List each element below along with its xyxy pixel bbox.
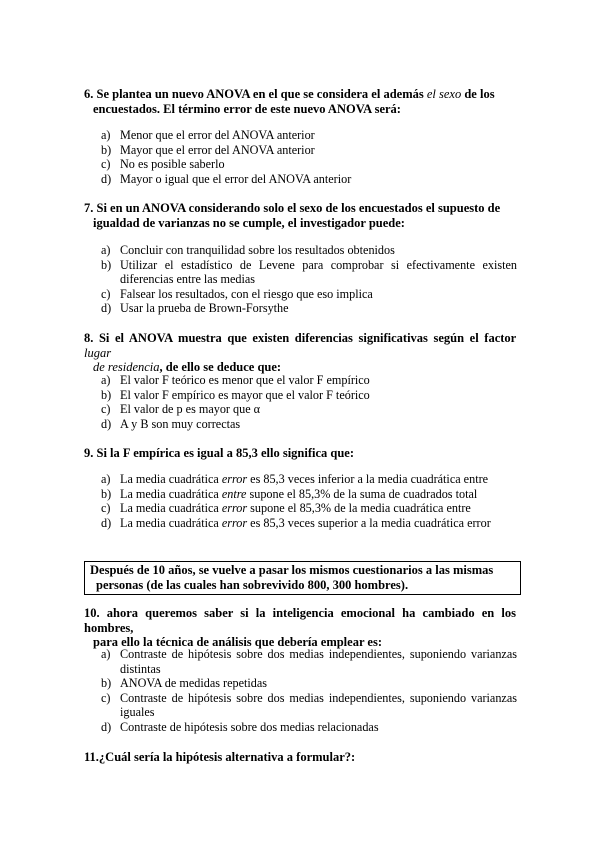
q8-line1: 8. Si el ANOVA muestra que existen diferencias significativas según el factor — [84, 331, 516, 345]
q9-line1: 9. Si la F empírica es igual a 85,3 ello significa que: — [84, 446, 355, 460]
q10-option-c: c) Contraste de hipótesis sobre dos medias independientes, suponiendo varianzas iguales — [101, 690, 517, 720]
q6-line1-end: de los — [464, 87, 495, 101]
q8-option-a: a) El valor F teórico es menor que el valor F empírico — [101, 373, 370, 387]
question-11 — [84, 750, 516, 765]
q7-option-a: a) Concluir con tranquilidad sobre los resultados obtenidos — [101, 243, 395, 257]
q11-line1: 11.¿Cuál sería la hipótesis alternativa a formular?: — [84, 750, 356, 764]
q6-line2: encuestados. El término error de este nuevo ANOVA será: — [93, 101, 401, 116]
box-line1: Después de 10 años, se vuelve a pasar los mismos cuestionarios a las mismas — [90, 563, 494, 577]
q8-option-d: d) A y B son muy correctas — [101, 416, 241, 431]
q6-line1: 6. Se plantea un nuevo ANOVA en el que se considera el además — [84, 87, 424, 101]
question-8 — [84, 331, 516, 375]
q7-line1: 7. Si en un ANOVA considerando solo el sexo de los encuestados el supuesto de — [84, 201, 501, 215]
q9-option-a: a) La media cuadrática error es 85,3 veces inferior a la media cuadrática entre — [101, 472, 489, 486]
q9-options — [101, 472, 517, 530]
question-6 — [84, 87, 516, 116]
q10-option-a: a) Contraste de hipótesis sobre dos medias independientes, suponiendo varianzas distintas — [101, 647, 517, 676]
q7-options — [101, 243, 517, 316]
question-7 — [84, 201, 516, 230]
box-line2: personas (de las cuales han sobrevivido 800, 300 hombres). — [96, 577, 409, 592]
q7-option-c: c) Falsear los resultados, con el riesgo que eso implica — [101, 286, 373, 301]
q8-italic-1: lugar — [84, 345, 112, 360]
q6-options — [101, 128, 517, 186]
q9-option-b: b) La media cuadrática entre supone el 85,3% de la suma de cuadrados total — [101, 486, 478, 501]
q9-option-d: d) La media cuadrática error es 85,3 veces superior a la media cuadrática error — [101, 515, 491, 530]
q7-option-b: b) Utilizar el estadístico de Levene para comprobar si efectivamente existen diferencias entre las medias — [101, 257, 517, 287]
q8-italic-2: de residencia — [93, 360, 160, 374]
q7-option-d: d) Usar la prueba de Brown-Forsythe — [101, 301, 289, 316]
q8-options — [101, 373, 517, 431]
q6-option-b: b) Mayor que el error del ANOVA anterior — [101, 142, 315, 157]
q10-option-b: b) ANOVA de medidas repetidas — [101, 676, 268, 691]
q6-italic: el sexo — [426, 87, 462, 101]
question-10 — [84, 606, 516, 650]
q10-option-d: d) Contraste de hipótesis sobre dos medias relacionadas — [101, 719, 379, 734]
q6-option-a: a) Menor que el error del ANOVA anterior — [101, 128, 315, 142]
q7-line2: igualdad de varianzas no se cumple, el investigador puede: — [93, 215, 405, 230]
q8-line2-end: , de ello se deduce que: — [159, 360, 282, 374]
context-box — [84, 561, 521, 595]
q10-options — [101, 647, 517, 735]
question-9 — [84, 446, 516, 461]
q6-option-d: d) Mayor o igual que el error del ANOVA anterior — [101, 171, 352, 186]
q10-line2: para ello la técnica de análisis que debería emplear es: — [93, 635, 382, 649]
q9-option-c: c) La media cuadrática error supone el 85,3% de la media cuadrática entre — [101, 501, 471, 516]
q8-option-b: b) El valor F empírico es mayor que el valor F teórico — [101, 387, 370, 402]
q10-line1: 10. ahora queremos saber si la inteligencia emocional ha cambiado en los hombres, — [84, 606, 516, 635]
q6-option-c: c) No es posible saberlo — [101, 157, 225, 172]
q8-option-c: c) El valor de p es mayor que α — [101, 402, 261, 417]
